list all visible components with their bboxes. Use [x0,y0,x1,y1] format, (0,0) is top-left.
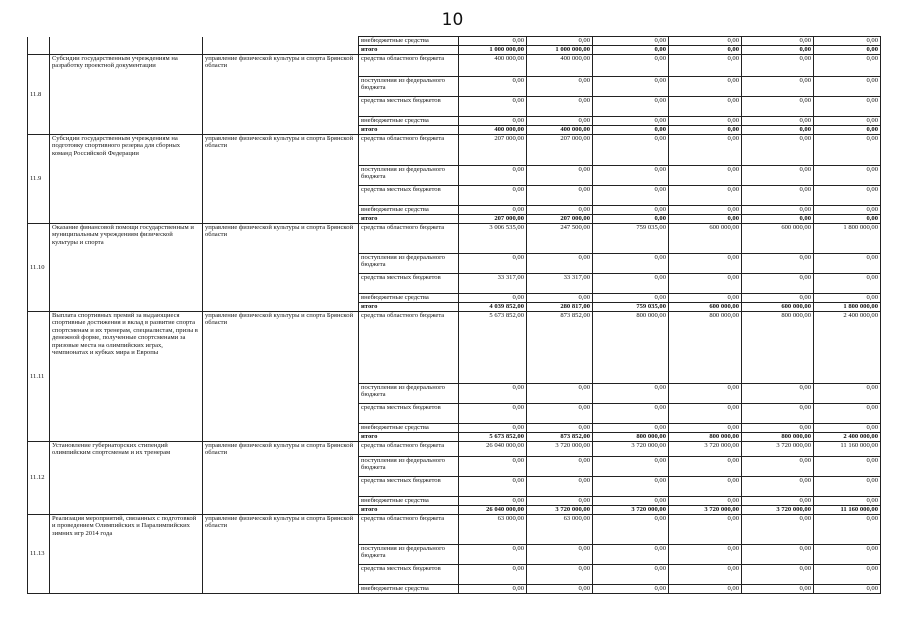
amount-cell: 3 720 000,00 [593,442,669,457]
amount-cell: 0,00 [742,126,814,135]
amount-cell: 0,00 [669,206,742,215]
amount-cell: 207 000,00 [527,135,593,166]
amount-cell: 0,00 [669,135,742,166]
amount-cell: 0,00 [814,497,881,506]
item-name: Реализация мероприятий, связанных с подготовкой и проведением Олимпийских и Паралимпийских зимних игр 2014 года [50,515,203,594]
amount-cell: 0,00 [527,384,593,404]
amount-cell: 0,00 [742,55,814,77]
amount-cell: 0,00 [814,186,881,206]
amount-cell: 0,00 [527,77,593,97]
amount-cell: 5 673 852,00 [459,312,527,384]
amount-cell: 0,00 [742,215,814,224]
amount-cell: 0,00 [593,135,669,166]
amount-cell: 0,00 [814,424,881,433]
amount-cell: 0,00 [814,97,881,117]
amount-cell: 0,00 [593,97,669,117]
item-number: 11.11 [28,312,50,442]
amount-cell: 3 006 535,00 [459,224,527,254]
amount-cell: 1 000 000,00 [527,46,593,55]
amount-cell: 0,00 [814,585,881,594]
amount-cell: 63 000,00 [459,515,527,545]
amount-cell: 0,00 [527,294,593,303]
amount-cell: 600 000,00 [742,224,814,254]
funding-source: средства местных бюджетов [359,274,459,294]
amount-cell: 0,00 [459,294,527,303]
amount-cell: 400 000,00 [459,126,527,135]
amount-cell: 0,00 [742,166,814,186]
amount-cell: 0,00 [593,424,669,433]
funding-source: внебюджетные средства [359,117,459,126]
funding-table [27,36,881,594]
amount-cell: 0,00 [593,294,669,303]
amount-cell: 800 000,00 [742,312,814,384]
amount-cell: 0,00 [742,585,814,594]
amount-cell: 0,00 [593,166,669,186]
item-executor: управление физической культуры и спорта Брянской области [203,442,359,515]
amount-cell: 0,00 [814,46,881,55]
amount-cell: 280 817,00 [527,303,593,312]
amount-cell: 0,00 [527,166,593,186]
funding-source: средства областного бюджета [359,312,459,384]
amount-cell: 0,00 [814,126,881,135]
funding-source: поступления из федерального бюджета [359,166,459,186]
amount-cell: 0,00 [527,424,593,433]
amount-cell: 0,00 [593,404,669,424]
amount-cell: 1 000 000,00 [459,46,527,55]
amount-cell: 0,00 [669,457,742,477]
amount-cell: 0,00 [669,55,742,77]
amount-cell: 0,00 [593,117,669,126]
amount-cell: 0,00 [459,254,527,274]
amount-cell: 0,00 [527,585,593,594]
amount-cell: 0,00 [527,186,593,206]
amount-cell: 0,00 [669,215,742,224]
amount-cell: 600 000,00 [669,224,742,254]
amount-cell: 0,00 [593,457,669,477]
continued-executor-cell [203,37,359,46]
amount-cell: 3 720 000,00 [742,442,814,457]
amount-cell: 0,00 [593,254,669,274]
funding-source: итого [359,46,459,55]
amount-cell: 0,00 [814,565,881,585]
table-row [28,442,881,457]
amount-cell: 4 039 852,00 [459,303,527,312]
amount-cell: 33 317,00 [459,274,527,294]
amount-cell: 0,00 [527,97,593,117]
amount-cell: 873 852,00 [527,312,593,384]
amount-cell: 0,00 [742,254,814,274]
amount-cell: 0,00 [459,404,527,424]
amount-cell: 0,00 [669,404,742,424]
amount-cell: 0,00 [814,477,881,497]
funding-source: поступления из федерального бюджета [359,545,459,565]
amount-cell: 0,00 [814,37,881,46]
amount-cell: 5 673 852,00 [459,433,527,442]
amount-cell: 207 000,00 [459,135,527,166]
amount-cell: 0,00 [593,515,669,545]
amount-cell: 0,00 [593,565,669,585]
continued-num-cell [28,37,50,46]
amount-cell: 0,00 [742,77,814,97]
funding-source: поступления из федерального бюджета [359,77,459,97]
amount-cell: 0,00 [593,477,669,497]
amount-cell: 0,00 [742,384,814,404]
amount-cell: 0,00 [669,126,742,135]
item-name: Субсидии государственным учреждениям на подготовку спортивного резерва для сборных команд Российской Федерации [50,135,203,224]
funding-source: итого [359,126,459,135]
funding-source: поступления из федерального бюджета [359,254,459,274]
amount-cell: 0,00 [814,135,881,166]
amount-cell: 600 000,00 [669,303,742,312]
amount-cell: 0,00 [814,166,881,186]
amount-cell: 3 720 000,00 [527,506,593,515]
amount-cell: 1 800 000,00 [814,303,881,312]
amount-cell: 0,00 [527,497,593,506]
amount-cell: 0,00 [459,77,527,97]
amount-cell: 0,00 [459,206,527,215]
amount-cell: 0,00 [814,254,881,274]
amount-cell: 0,00 [669,254,742,274]
amount-cell: 0,00 [742,497,814,506]
amount-cell: 0,00 [527,545,593,565]
funding-source: итого [359,506,459,515]
amount-cell: 0,00 [742,37,814,46]
continued-num-cell [28,46,50,55]
amount-cell: 2 400 000,00 [814,312,881,384]
table-row [28,135,881,166]
continued-name-cell [50,37,203,46]
amount-cell: 11 160 000,00 [814,506,881,515]
amount-cell: 0,00 [669,545,742,565]
item-executor: управление физической культуры и спорта Брянской области [203,515,359,594]
funding-source: средства местных бюджетов [359,477,459,497]
amount-cell: 0,00 [669,97,742,117]
amount-cell: 0,00 [742,186,814,206]
amount-cell: 0,00 [527,477,593,497]
amount-cell: 800 000,00 [593,433,669,442]
amount-cell: 26 040 000,00 [459,506,527,515]
funding-source: внебюджетные средства [359,206,459,215]
amount-cell: 0,00 [669,477,742,497]
amount-cell: 1 800 000,00 [814,224,881,254]
amount-cell: 0,00 [593,37,669,46]
amount-cell: 0,00 [459,545,527,565]
amount-cell: 759 035,00 [593,303,669,312]
amount-cell: 0,00 [669,294,742,303]
funding-source: средства местных бюджетов [359,565,459,585]
funding-source: средства областного бюджета [359,515,459,545]
amount-cell: 0,00 [527,117,593,126]
amount-cell: 0,00 [459,477,527,497]
amount-cell: 0,00 [814,117,881,126]
amount-cell: 0,00 [814,404,881,424]
amount-cell: 0,00 [742,457,814,477]
amount-cell: 800 000,00 [669,433,742,442]
amount-cell: 873 852,00 [527,433,593,442]
item-executor: управление физической культуры и спорта Брянской области [203,312,359,442]
amount-cell: 759 035,00 [593,224,669,254]
amount-cell: 0,00 [669,46,742,55]
amount-cell: 800 000,00 [742,433,814,442]
continued-name-cell [50,46,203,55]
amount-cell: 0,00 [527,254,593,274]
amount-cell: 0,00 [814,215,881,224]
amount-cell: 0,00 [527,404,593,424]
funding-source: средства областного бюджета [359,442,459,457]
amount-cell: 2 400 000,00 [814,433,881,442]
page-number: 10 [441,10,464,30]
amount-cell: 0,00 [593,77,669,97]
amount-cell: 3 720 000,00 [527,442,593,457]
amount-cell: 0,00 [593,206,669,215]
amount-cell: 0,00 [459,384,527,404]
amount-cell: 0,00 [669,274,742,294]
item-executor: управление физической культуры и спорта Брянской области [203,55,359,135]
amount-cell: 0,00 [459,457,527,477]
amount-cell: 3 720 000,00 [669,506,742,515]
amount-cell: 0,00 [527,206,593,215]
amount-cell: 400 000,00 [527,126,593,135]
amount-cell: 0,00 [459,424,527,433]
amount-cell: 0,00 [742,117,814,126]
amount-cell: 0,00 [459,497,527,506]
amount-cell: 0,00 [742,424,814,433]
amount-cell: 33 317,00 [527,274,593,294]
item-number: 11.13 [28,515,50,594]
amount-cell: 0,00 [742,135,814,166]
funding-source: внебюджетные средства [359,585,459,594]
funding-source: средства областного бюджета [359,224,459,254]
amount-cell: 0,00 [527,457,593,477]
item-number: 11.12 [28,442,50,515]
amount-cell: 0,00 [593,55,669,77]
amount-cell: 600 000,00 [742,303,814,312]
funding-source: средства областного бюджета [359,135,459,166]
funding-source: внебюджетные средства [359,424,459,433]
amount-cell: 0,00 [669,585,742,594]
continued-executor-cell [203,46,359,55]
funding-source: внебюджетные средства [359,294,459,303]
amount-cell: 0,00 [459,37,527,46]
amount-cell: 0,00 [669,424,742,433]
amount-cell: 0,00 [669,117,742,126]
item-name: Субсидии государственным учреждениям на разработку проектной документации [50,55,203,135]
amount-cell: 0,00 [459,565,527,585]
funding-source: средства местных бюджетов [359,97,459,117]
item-number: 11.10 [28,224,50,312]
amount-cell: 0,00 [593,384,669,404]
table-row [28,224,881,254]
amount-cell: 0,00 [459,186,527,206]
amount-cell: 800 000,00 [593,312,669,384]
funding-source: поступления из федерального бюджета [359,384,459,404]
amount-cell: 0,00 [669,166,742,186]
amount-cell: 400 000,00 [459,55,527,77]
amount-cell: 0,00 [593,215,669,224]
amount-cell: 0,00 [669,497,742,506]
amount-cell: 0,00 [459,97,527,117]
amount-cell: 207 000,00 [527,215,593,224]
amount-cell: 3 720 000,00 [742,506,814,515]
amount-cell: 0,00 [459,166,527,186]
amount-cell: 0,00 [814,55,881,77]
amount-cell: 0,00 [593,126,669,135]
amount-cell: 0,00 [742,404,814,424]
item-executor: управление физической культуры и спорта Брянской области [203,135,359,224]
amount-cell: 26 040 000,00 [459,442,527,457]
amount-cell: 0,00 [593,186,669,206]
amount-cell: 0,00 [742,97,814,117]
amount-cell: 0,00 [814,545,881,565]
amount-cell: 3 720 000,00 [669,442,742,457]
amount-cell: 0,00 [669,37,742,46]
funding-source: итого [359,303,459,312]
amount-cell: 0,00 [814,457,881,477]
table-row [28,312,881,384]
amount-cell: 0,00 [669,384,742,404]
amount-cell: 0,00 [527,37,593,46]
funding-source: внебюджетные средства [359,497,459,506]
amount-cell: 247 500,00 [527,224,593,254]
amount-cell: 0,00 [669,77,742,97]
funding-source: поступления из федерального бюджета [359,457,459,477]
amount-cell: 0,00 [814,77,881,97]
amount-cell: 0,00 [814,384,881,404]
amount-cell: 0,00 [593,545,669,565]
amount-cell: 0,00 [742,274,814,294]
table-row [28,37,881,46]
amount-cell: 0,00 [814,294,881,303]
amount-cell: 0,00 [742,477,814,497]
item-executor: управление физической культуры и спорта Брянской области [203,224,359,312]
amount-cell: 0,00 [742,294,814,303]
amount-cell: 400 000,00 [527,55,593,77]
amount-cell: 11 160 000,00 [814,442,881,457]
amount-cell: 0,00 [742,545,814,565]
amount-cell: 3 720 000,00 [593,506,669,515]
table-row [28,515,881,545]
amount-cell: 0,00 [742,46,814,55]
funding-source: средства местных бюджетов [359,186,459,206]
funding-source: средства областного бюджета [359,55,459,77]
item-number: 11.9 [28,135,50,224]
amount-cell: 0,00 [814,274,881,294]
amount-cell: 0,00 [593,274,669,294]
funding-source: итого [359,215,459,224]
amount-cell: 0,00 [669,565,742,585]
amount-cell: 0,00 [669,515,742,545]
funding-source: средства местных бюджетов [359,404,459,424]
amount-cell: 0,00 [593,585,669,594]
item-name: Установление губернаторских стипендий олимпийским спортсменам и их тренерам [50,442,203,515]
amount-cell: 0,00 [459,585,527,594]
funding-source: итого [359,433,459,442]
funding-source: внебюджетные средства [359,37,459,46]
amount-cell: 0,00 [742,206,814,215]
table-row [28,46,881,55]
table-row [28,55,881,77]
amount-cell: 207 000,00 [459,215,527,224]
item-name: Выплата спортивных премий за выдающиеся спортивные достижения и вклад в развитие спорта спортсменам и их тренерам, специалистам, призы в денежной форме, полученные спортсменами за призовые места на олимпийских играх, чемпионатах и кубках мира и Европы [50,312,203,442]
amount-cell: 0,00 [742,515,814,545]
amount-cell: 0,00 [814,206,881,215]
amount-cell: 0,00 [593,497,669,506]
amount-cell: 800 000,00 [669,312,742,384]
amount-cell: 0,00 [593,46,669,55]
item-name: Оказание финансовой помощи государственным и муниципальным учреждениям физической культуры и спорта [50,224,203,312]
amount-cell: 63 000,00 [527,515,593,545]
amount-cell: 0,00 [742,565,814,585]
amount-cell: 0,00 [814,515,881,545]
item-number: 11.8 [28,55,50,135]
amount-cell: 0,00 [459,117,527,126]
amount-cell: 0,00 [669,186,742,206]
amount-cell: 0,00 [527,565,593,585]
